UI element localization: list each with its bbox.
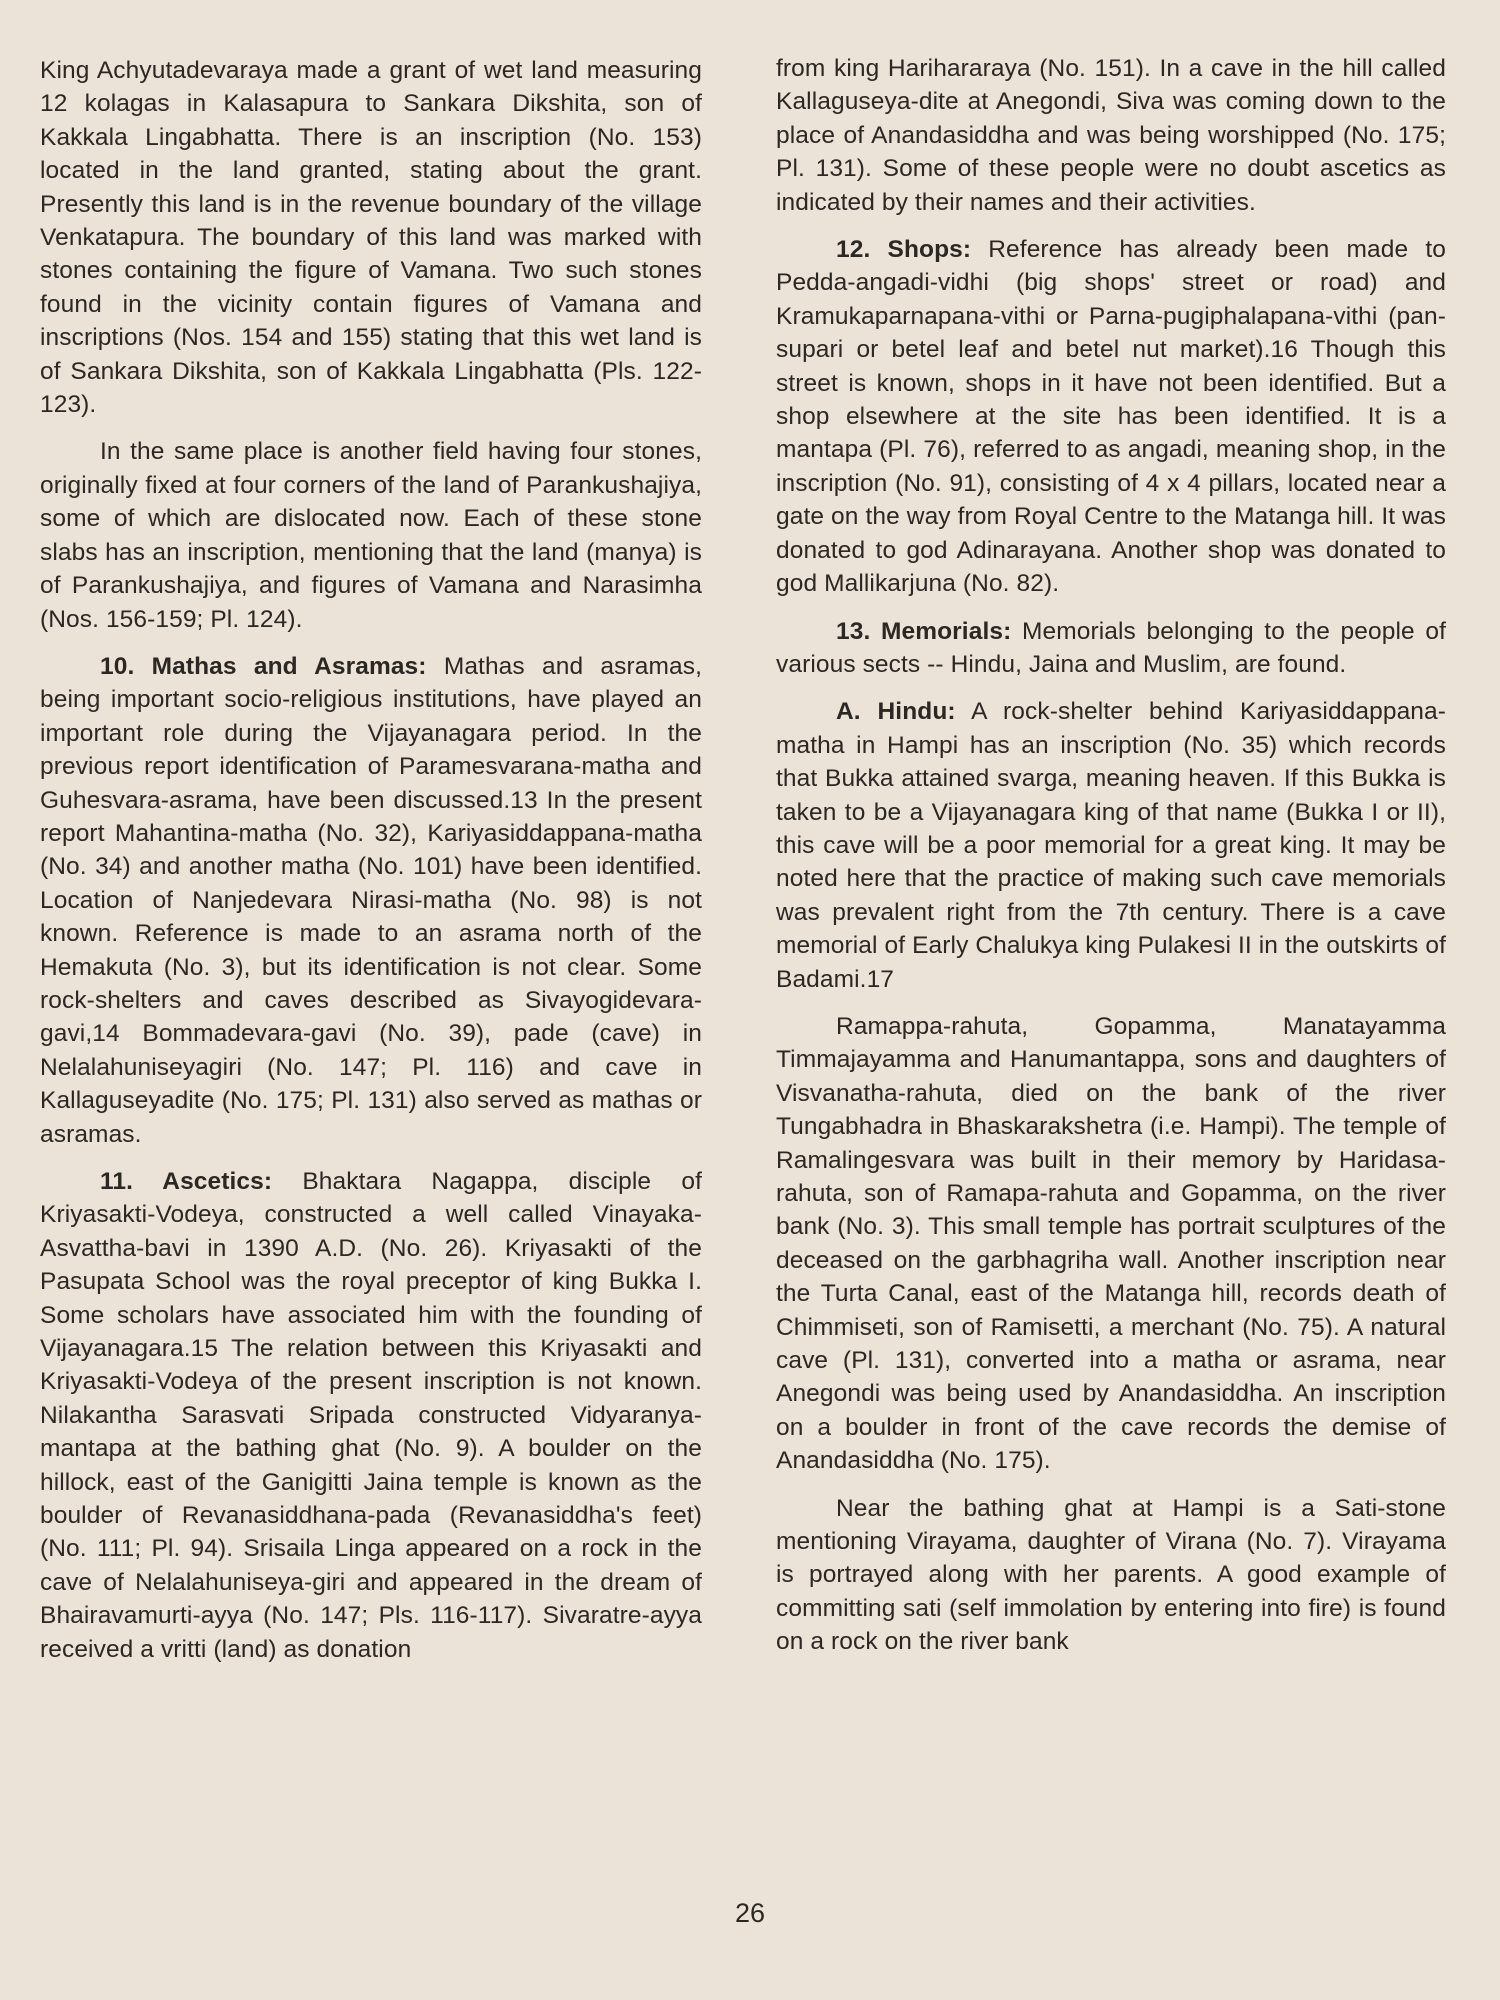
section-shops xyxy=(776,233,1446,600)
section-heading: 13. Memorials: xyxy=(836,617,1012,645)
section-mathas-asramas xyxy=(40,650,702,1151)
section-heading: 12. Shops: xyxy=(836,236,972,264)
section-body: A rock-shelter behind Kariyasiddappana-matha in Hampi has an inscription (No. 35) which records that Bukka attained svarga, meaning heaven. If this Bukka is taken to be a Vijayanagara king of that name (Bukka I or II), this cave will be a poor memorial for a great king. It may be noted here that the practice of making such cave memorials was prevalent right from the 7th century. There is a cave memorial of Early Chalukya king Pulakesi II in the outskirts of Badami.17 xyxy=(776,698,1447,993)
paragraph-land-grant: King Achyutadevaraya made a grant of wet land measuring 12 kolagas in Kalasapura to Sankara Dikshita, son of Kakkala Lingabhatta. There is an inscription (No. 153) located in the land granted, stating about the grant. Presently this land is in the revenue boundary of the village Venkatapura. The boundary of this land was marked with stones containing the figure of Vamana. Two such stones found in the vicinity contain figures of Vamana and inscriptions (Nos. 154 and 155) stating that this wet land is of Sankara Dikshita, son of Kakkala Lingabhatta (Pls. 122- 123). xyxy=(40,57,702,419)
paragraph-sati-stone: Near the bathing ghat at Hampi is a Sati-stone mentioning Virayama, daughter of Virana (No. 7). Virayama is portrayed along with her parents. A good example of committing sati (self immolation by entering into fire) is found on a rock on the river bank xyxy=(776,1494,1446,1656)
section-memorials xyxy=(776,615,1446,682)
section-hindu xyxy=(776,695,1446,996)
section-ascetics xyxy=(40,1165,702,1666)
paragraph-ramappa-rahuta: Ramappa-rahuta, Gopamma, Manatayamma Timmajayamma and Hanumantappa, sons and daughters of Visvanatha-rahuta, died on the bank of the river Tungabhadra in Bhaskarakshetra (i.e. Hampi). The temple of Ramalingesvara was built in their memory by Haridasa-rahuta, son of Ramapa-rahuta and Gopamma, on the river bank (No. 3). This small temple has portrait sculptures of the deceased on the garbhagriha wall. Another inscription near the Turta Canal, east of the Matanga hill, records death of Chimmiseti, son of Ramisetti, a merchant (No. 75). A natural cave (Pl. 131), converted into a matha or asrama, near Anegondi was being used by Anandasiddha. An inscription on a boulder in front of the cave records the demise of Anandasiddha (No. 175). xyxy=(776,1012,1446,1475)
section-heading: A. Hindu: xyxy=(836,698,956,726)
section-body: Memorials belonging to the people of various sects -- Hindu, Jaina and Muslim, are found. xyxy=(776,617,1446,678)
section-heading: 10. Mathas and Asramas: xyxy=(100,652,427,680)
paragraph-parankushajiya: In the same place is another field having four stones, originally fixed at four corners of the land of Parankushajiya, some of which are dislocated now. Each of these stone slabs has an inscription, mentioning that the land (manya) is of Parankushajiya, and figures of Vamana and Narasimha (Nos. 156-159; Pl. 124). xyxy=(40,438,702,633)
section-body: Mathas and asramas, being important socio-religious institutions, have played an important role during the Vijayanagara period. In the previous report identification of Paramesvarana-matha and Guhesvara-asrama, have been discussed.13 In the present report Mahantina-matha (No. 32), Kariyasiddappana-matha (No. 34) and another matha (No. 101) have been identified. Location of Nanjedevara Nirasi-matha (No. 98) is not known. Reference is made to an asrama north of the Hemakuta (No. 3), but its identification is not clear. Some rock-shelters and caves described as Sivayogidevara-gavi,14 Bommadevara-gavi (No. 39), pade (cave) in Nelalahuniseyagiri (No. 147; Pl. 116) and cave in Kallaguseyadite (No. 175; Pl. 131) also served as mathas or asramas. xyxy=(40,652,702,1148)
paragraph-harihararaya: from king Harihararaya (No. 151). In a cave in the hill called Kallaguseya-dite at Anegondi, Siva was coming down to the place of Anandasiddha and was being worshipped (No. 175; Pl. 131). Some of these people were no doubt ascetics as indicated by their names and their activities. xyxy=(776,55,1446,216)
page-number: 26 xyxy=(734,1898,766,1928)
section-heading: 11. Ascetics: xyxy=(100,1168,273,1195)
section-body: Bhaktara Nagappa, disciple of Kriyasakti-Vodeya, constructed a well called Vinayaka-Asvattha-bavi in 1390 A.D. (No. 26). Kriyasakti of the Pasupata School was the royal preceptor of king Bukka I. Some scholars have associated him with the founding of Vijayanagara.15 The relation between this Kriyasakti and Kriyasakti-Vodeya of the present inscription is not known. Nilakantha Sarasvati Sripada constructed Vidyaranya-mantapa at the bathing ghat (No. 9). A boulder on the hillock, east of the Ganigitti Jaina temple is known as the boulder of Revanasiddhana-pada (Revanasiddha's feet) (No. 111; Pl. 94). Srisaila Linga appeared on a rock in the cave of Nelalahuniseya-giri and appeared in the dream of Bhairavamurti-ayya (No. 147; Pls. 116-117). Sivaratre-ayya received a vritti (land) as donation xyxy=(40,1168,702,1663)
left-column xyxy=(40,54,702,1680)
right-column xyxy=(776,52,1446,1673)
section-body: Reference has already been made to Pedda-angadi-vidhi (big shops' street or road) and Kramukaparnapana-vithi or Parna-pugiphalapana-vithi (pan-supari or betel leaf and betel nut market).16 Though this street is known, shops in it have not been identified. But a shop elsewhere at the site has been identified. It is a mantapa (Pl. 76), referred to as angadi, meaning shop, in the inscription (No. 91), consisting of 4 x 4 pillars, located near a gate on the way from Royal Centre to the Matanga hill. It was donated to god Adinarayana. Another shop was donated to god Mallikarjuna (No. 82). xyxy=(776,236,1446,598)
